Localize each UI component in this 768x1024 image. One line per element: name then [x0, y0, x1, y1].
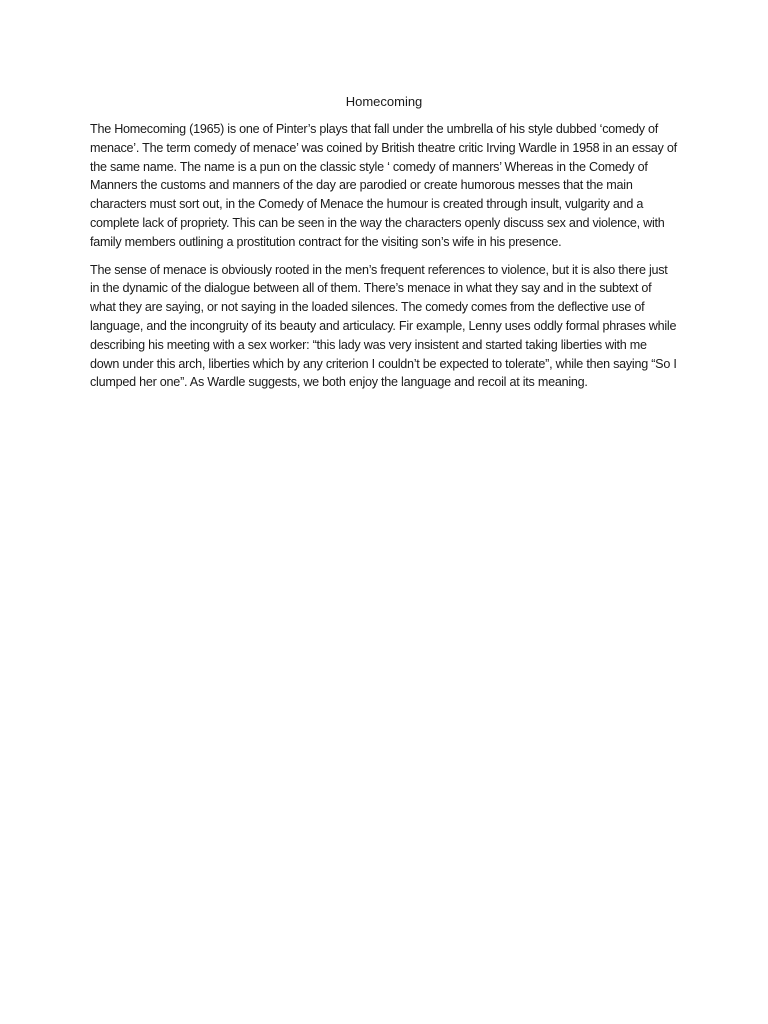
paragraph-1: The Homecoming (1965) is one of Pinter’s plays that fall under the umbrella of his style dubbed ‘comedy of menace’. The term comedy of menace’ was coined by British theatre critic Irving Wardle in 1958 in an essay of the same name. The name is a pun on the classic style ‘ comedy of manners’ Whereas in the Comedy of Manners the customs and manners of the day are parodied or create humorous messes that the main characters must sort out, in the Comedy of Menace the humour is created through insult, vulgarity and a complete lack of propriety. This can be seen in the way the characters openly discuss sex and violence, with family members outlining a prostitution contract for the visiting son’s wife in his presence.: [90, 122, 677, 249]
paragraph-2: The sense of menace is obviously rooted in the men’s frequent references to violence, but it is also there just in the dynamic of the dialogue between all of them. There’s menace in what they say and in the subtext of what they are saying, or not saying in the loaded silences. The comedy comes from the deflective use of language, and the incongruity of its beauty and articulacy. Fir example, Lenny uses oddly formal phrases while describing his meeting with a sex worker: “this lady was very insistent and started taking liberties with me down under this arch, liberties which by any criterion I couldn’t be expected to tolerate”, while then saying “So I clumped her one”. As Wardle suggests, we both enjoy the language and recoil at its meaning.: [90, 262, 677, 390]
document-title: Homecoming: [345, 94, 423, 109]
document-body: [90, 93, 678, 401]
